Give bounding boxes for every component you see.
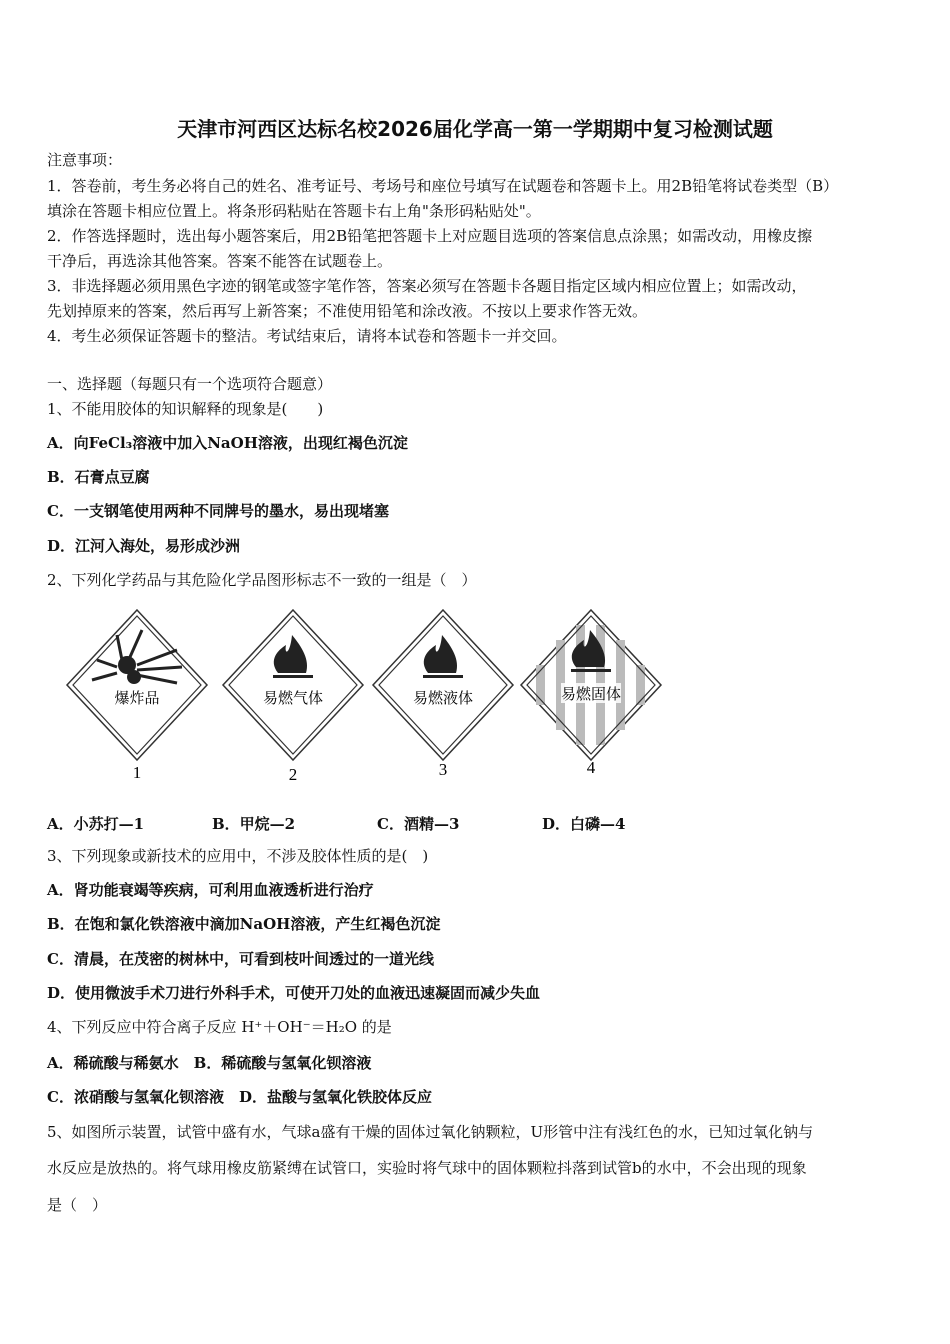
- q3-option-b: B．在饱和氯化铁溶液中滴加NaOH溶液，产生红褐色沉淀: [47, 915, 441, 933]
- sign-number: 4: [586, 758, 596, 777]
- flammable-liquid-sign: [368, 605, 518, 795]
- q1-option-b: B．石膏点豆腐: [47, 468, 150, 486]
- sign-number: 2: [288, 765, 298, 784]
- flammable-gas-sign: [218, 605, 368, 795]
- sign-label: 易燃固体: [560, 685, 622, 703]
- notice-line: 3．非选择题必须用黑色字迹的钢笔或签字笔作答，答案必须写在答题卡各题目指定区域内相应位置上；如需改动，: [47, 277, 807, 295]
- sign-label: 易燃液体: [412, 689, 474, 707]
- q3-option-a: A．肾功能衰竭等疾病，可利用血液透析进行治疗: [47, 881, 374, 899]
- q2-option-b: B．甲烷—2: [212, 815, 296, 833]
- q3-stem: 3、下列现象或新技术的应用中，不涉及胶体性质的是( ): [47, 847, 429, 865]
- notice-line: 4．考生必须保证答题卡的整洁。考试结束后，请将本试卷和答题卡一并交回。: [47, 327, 567, 345]
- q1-option-d: D．江河入海处，易形成沙洲: [47, 537, 241, 555]
- q1-stem: 1、不能用胶体的知识解释的现象是( ): [47, 400, 324, 418]
- q2-option-a: A．小苏打—1: [47, 815, 145, 833]
- notice-line: 填涂在答题卡相应位置上。将条形码粘贴在答题卡右上角"条形码粘贴处"。: [47, 202, 541, 220]
- notice-line: 2．作答选择题时，选出每小题答案后，用2B铅笔把答题卡上对应题目选项的答案信息点涂黑；如需改动，用橡皮擦: [47, 227, 813, 245]
- page-title: 天津市河西区达标名校2026届化学高一第一学期期中复习检测试题: [177, 117, 773, 141]
- explosive-sign: [62, 605, 212, 795]
- flammable-solid-sign: [516, 605, 666, 795]
- q3-option-c: C．清晨，在茂密的树林中，可看到枝叶间透过的一道光线: [47, 950, 434, 968]
- q1-option-c: C．一支钢笔使用两种不同牌号的墨水，易出现堵塞: [47, 502, 389, 520]
- notice-line: 干净后，再选涂其他答案。答案不能答在试题卷上。: [47, 252, 393, 270]
- q4-options-cd: C．浓硝酸与氢氧化钡溶液 D．盐酸与氢氧化铁胶体反应: [47, 1088, 432, 1106]
- q5-line: 5、如图所示装置，试管中盛有水，气球a盛有干燥的固体过氧化钠颗粒，U形管中注有浅红色的水，已知过氧化钠与: [47, 1123, 814, 1141]
- q5-line: 是（ ）: [47, 1196, 108, 1214]
- q2-stem: 2、下列化学药品与其危险化学品图形标志不一致的一组是（ ）: [47, 571, 477, 589]
- sign-label: 爆炸品: [114, 689, 160, 707]
- notice-line: 1．答卷前，考生务必将自己的姓名、准考证号、考场号和座位号填写在试题卷和答题卡上。用2B铅笔将试卷类型（B）: [47, 177, 839, 195]
- q4-stem: 4、下列反应中符合离子反应 H⁺＋OH⁻＝H₂O 的是: [47, 1018, 392, 1036]
- q1-option-a: A．向FeCl₃溶液中加入NaOH溶液，出现红褐色沉淀: [47, 434, 408, 452]
- sign-number: 3: [438, 760, 448, 779]
- q5-line: 水反应是放热的。将气球用橡皮筋紧缚在试管口，实验时将气球中的固体颗粒抖落到试管b的水中，不会出现的现象: [47, 1159, 807, 1177]
- q4-options-ab: A．稀硫酸与稀氨水 B．稀硫酸与氢氧化钡溶液: [47, 1054, 372, 1072]
- section-heading: 一、选择题（每题只有一个选项符合题意）: [47, 375, 333, 393]
- q2-option-d: D．白磷—4: [542, 815, 626, 833]
- q2-option-c: C．酒精—3: [377, 815, 460, 833]
- notice-heading: 注意事项：: [47, 151, 123, 169]
- notice-line: 先划掉原来的答案，然后再写上新答案；不准使用铅笔和涂改液。不按以上要求作答无效。: [47, 302, 648, 320]
- q3-option-d: D．使用微波手术刀进行外科手术，可使开刀处的血液迅速凝固而减少失血: [47, 984, 541, 1002]
- sign-label: 易燃气体: [262, 689, 324, 707]
- sign-number: 1: [132, 763, 142, 782]
